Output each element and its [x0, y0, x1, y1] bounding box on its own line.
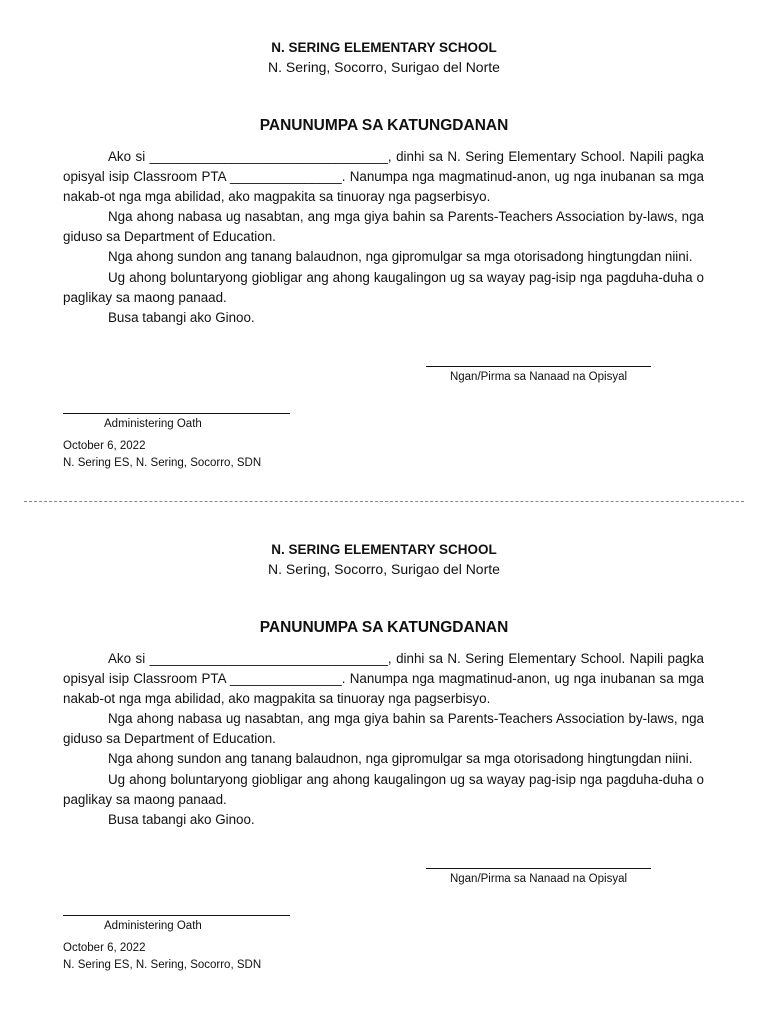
oath-paragraph: Nga ahong nabasa ug nasabtan, ang mga giya bahin sa Parents-Teachers Association by-laws, nga giduso sa Department of Education. — [63, 711, 704, 747]
oath-form-copy-1 — [0, 0, 768, 480]
administering-signature-label: Administering Oath — [104, 920, 202, 932]
oath-date: October 6, 2022 — [63, 440, 146, 452]
oath-paragraph: Nga ahong sundon ang tanang balaudnon, nga gipromulgar sa mga otorisadong hingtungdan niini. — [108, 751, 693, 767]
oath-paragraph: Nga ahong nabasa ug nasabtan, ang mga giya bahin sa Parents-Teachers Association by-laws, nga giduso sa Department of Education. — [63, 209, 704, 245]
oath-date: October 6, 2022 — [63, 942, 146, 954]
school-address: N. Sering, Socorro, Surigao del Norte — [268, 561, 500, 577]
oath-title: PANUNUMPA SA KATUNGDANAN — [259, 619, 509, 636]
oath-paragraph: Busa tabangi ako Ginoo. — [108, 309, 255, 325]
oath-paragraph: Nga ahong sundon ang tanang balaudnon, nga gipromulgar sa mga otorisadong hingtungdan niini. — [108, 249, 693, 265]
oath-paragraph: Ako si ________________________________, dinhi sa N. Sering Elementary School. Napili pagka opisyal isip Classroom PTA _______________. Nanumpa nga magmatinud-anon, ug nga inubanan sa mga nakab-ot nga mga abilidad, ako magpakita sa tinuoray nga pagserbisyo. — [63, 651, 704, 707]
oath-paragraph: Ug ahong boluntaryong giobligar ang ahong kaugalingon ug sa wayay pag-isip nga pagduha-duha o paglikay sa maong panaad. — [63, 771, 704, 807]
officer-signature-line — [426, 868, 651, 869]
oath-body — [63, 147, 704, 328]
oath-place: N. Sering ES, N. Sering, Socorro, SDN — [63, 959, 262, 971]
oath-title: PANUNUMPA SA KATUNGDANAN — [259, 117, 509, 134]
school-name: N. SERING ELEMENTARY SCHOOL — [271, 40, 497, 55]
officer-signature-line — [426, 366, 651, 367]
officer-signature-label: Ngan/Pirma sa Nanaad na Opisyal — [449, 873, 628, 885]
administering-signature-line — [63, 413, 290, 414]
administering-signature-line — [63, 915, 290, 916]
officer-signature-label: Ngan/Pirma sa Nanaad na Opisyal — [449, 371, 628, 383]
school-name: N. SERING ELEMENTARY SCHOOL — [271, 542, 497, 557]
school-address: N. Sering, Socorro, Surigao del Norte — [268, 59, 500, 75]
oath-place: N. Sering ES, N. Sering, Socorro, SDN — [63, 457, 262, 469]
oath-paragraph: Ako si ________________________________, dinhi sa N. Sering Elementary School. Napili pagka opisyal isip Classroom PTA _______________. Nanumpa nga magmatinud-anon, ug nga inubanan sa mga nakab-ot nga mga abilidad, ako magpakita sa tinuoray nga pagserbisyo. — [63, 149, 704, 205]
oath-form-copy-2 — [0, 502, 768, 982]
administering-signature-label: Administering Oath — [104, 418, 202, 430]
oath-paragraph: Busa tabangi ako Ginoo. — [108, 811, 255, 827]
oath-body — [63, 649, 704, 830]
oath-paragraph: Ug ahong boluntaryong giobligar ang ahong kaugalingon ug sa wayay pag-isip nga pagduha-duha o paglikay sa maong panaad. — [63, 269, 704, 305]
